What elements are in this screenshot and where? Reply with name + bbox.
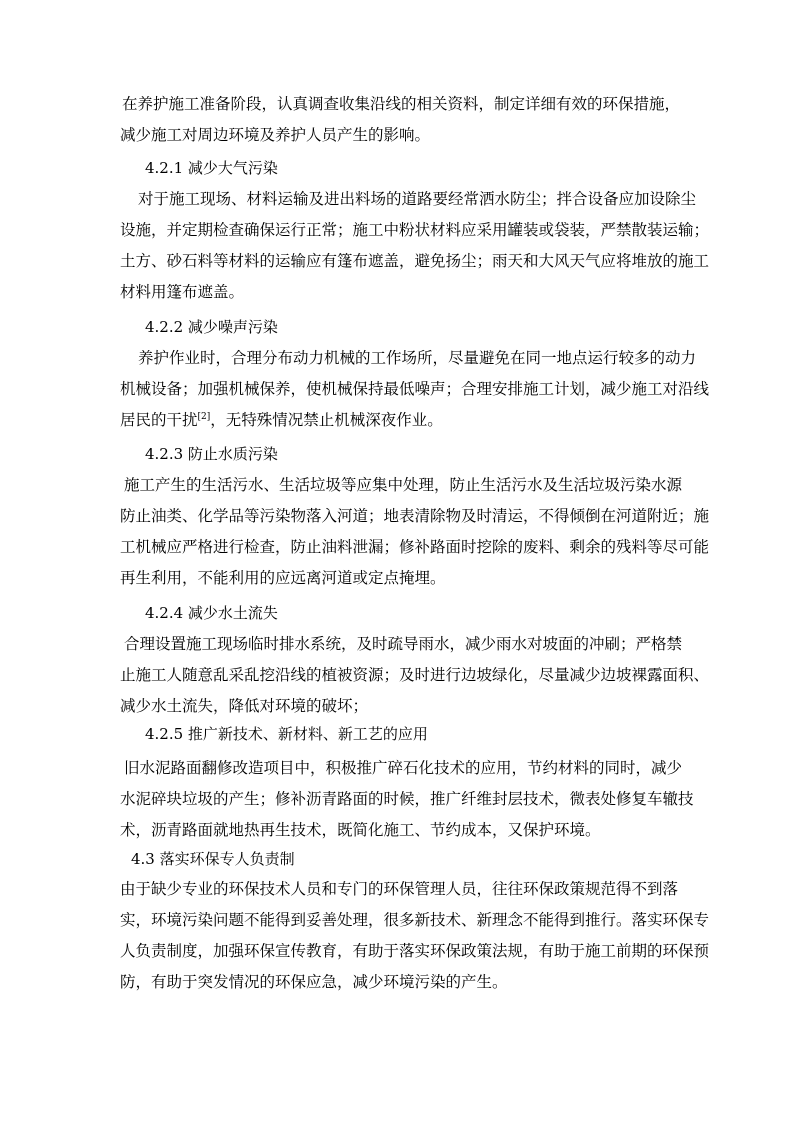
paragraph-4-2-4-line-1: 合理设置施工现场临时排水系统，及时疏导雨水，减少雨水对坡面的冲刷；严格禁	[124, 635, 683, 653]
paragraph-4-2-3-line-2: 防止油类、化学品等污染物落入河道；地表清除物及时清运，不得倾倒在河道附近；施	[120, 507, 710, 525]
paragraph-4-2-3-line-1: 施工产生的生活污水、生活垃圾等应集中处理，防止生活污水及生活垃圾污染水源	[124, 476, 683, 494]
paragraph-4-2-3-line-4: 再生利用，不能利用的应远离河道或定点掩埋。	[120, 569, 446, 587]
paragraph-4-3-line-2: 实，环境污染问题不能得到妥善处理，很多新技术、新理念不能得到推行。落实环保专	[120, 911, 710, 929]
section-heading-4-2-1: 4.2.1 减少大气污染	[145, 159, 278, 177]
paragraph-4-2-4-line-3: 减少水土流失，降低对环境的破坏；	[120, 697, 369, 715]
paragraph-4-2-3-line-3: 工机械应严格进行检查，防止油料泄漏；修补路面时挖除的废料、剩余的残料等尽可能	[120, 538, 710, 556]
paragraph-4-3-line-4: 防，有助于突发情况的环保应急，减少环境污染的产生。	[120, 973, 508, 991]
paragraph-4-2-2-line-3-text-b: ，无特殊情况禁止机械深夜作业。	[210, 411, 443, 429]
paragraph-4-3-line-1: 由于缺少专业的环保技术人员和专门的环保管理人员，往往环保政策规范得不到落	[120, 880, 679, 898]
intro-line-2: 减少施工对周边环境及养护人员产生的影响。	[120, 126, 431, 144]
section-heading-4-3: 4.3 落实环保专人负责制	[131, 850, 295, 868]
paragraph-4-2-1-line-2: 设施，并定期检查确保运行正常；施工中粉状材料应采用罐装或袋装，严禁散装运输；	[120, 221, 710, 239]
paragraph-4-2-1-line-1: 对于施工现场、材料运输及进出料场的道路要经常洒水防尘；拌合设备应加设除尘	[138, 190, 697, 208]
paragraph-4-2-5-line-3: 术，沥青路面就地热再生技术，既简化施工、节约成本，又保护环境。	[120, 821, 601, 839]
citation-reference: [2]	[197, 411, 211, 422]
paragraph-4-2-5-line-1: 旧水泥路面翻修改造项目中，积极推广碎石化技术的应用，节约材料的同时，减少	[124, 759, 683, 777]
paragraph-4-2-1-line-3: 土方、砂石料等材料的运输应有篷布遮盖，避免扬尘；雨天和大风天气应将堆放的施工	[120, 252, 710, 270]
section-heading-4-2-4: 4.2.4 减少水土流失	[145, 604, 278, 622]
intro-line-1: 在养护施工准备阶段，认真调查收集沿线的相关资料，制定详细有效的环保措施，	[122, 95, 681, 113]
paragraph-4-2-2-line-1: 养护作业时，合理分布动力机械的工作场所，尽量避免在同一地点运行较多的动力	[138, 349, 697, 367]
section-heading-4-2-2: 4.2.2 减少噪声污染	[145, 318, 278, 336]
paragraph-4-2-2-line-3-text-a: 居民的干扰	[120, 411, 198, 429]
paragraph-4-2-4-line-2: 止施工人随意乱采乱挖沿线的植被资源；及时进行边坡绿化，尽量减少边坡裸露面积、	[120, 666, 710, 684]
paragraph-4-3-line-3: 人负责制度，加强环保宣传教育，有助于落实环保政策法规，有助于施工前期的环保预	[120, 942, 710, 960]
paragraph-4-2-2-line-3	[120, 410, 443, 430]
section-heading-4-2-3: 4.2.3 防止水质污染	[145, 445, 278, 463]
section-heading-4-2-5: 4.2.5 推广新技术、新材料、新工艺的应用	[145, 725, 428, 743]
paragraph-4-2-5-line-2: 水泥碎块垃圾的产生；修补沥青路面的时候，推广纤维封层技术，微表处修复车辙技	[120, 790, 694, 808]
paragraph-4-2-1-line-4: 材料用篷布遮盖。	[120, 283, 245, 301]
paragraph-4-2-2-line-2: 机械设备；加强机械保养，使机械保持最低噪声；合理安排施工计划，减少施工对沿线	[120, 380, 710, 398]
